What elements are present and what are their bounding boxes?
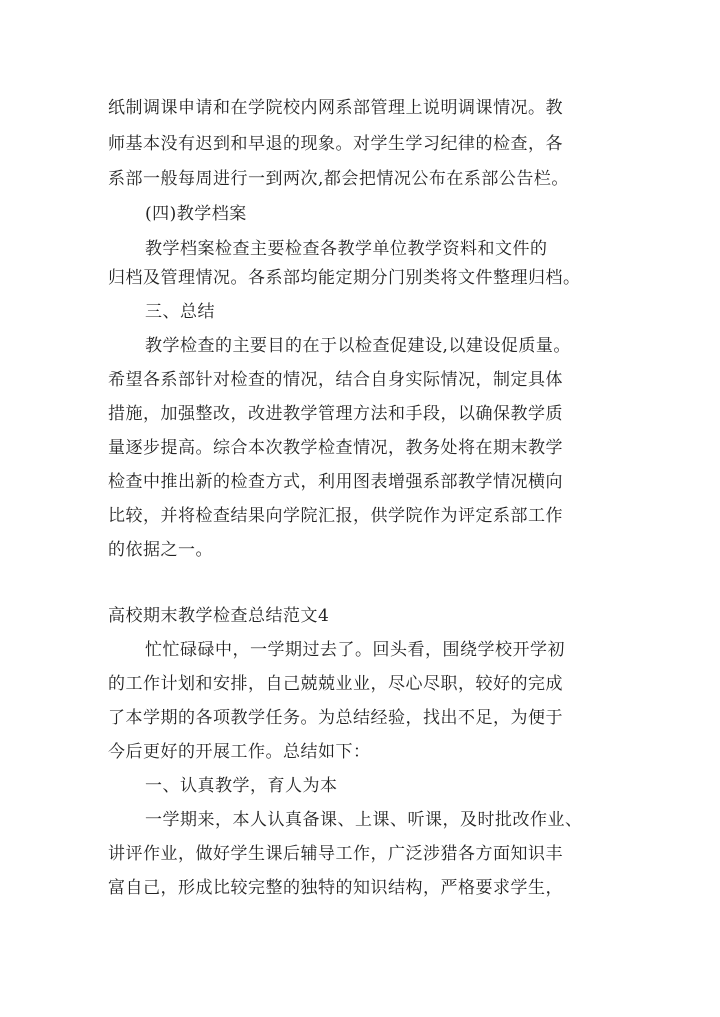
text-line-14: 的依据之一。 bbox=[108, 540, 213, 560]
text-line-5: 教学档案检查主要检查各教学单位教学资料和文件的 bbox=[145, 239, 548, 259]
section-heading-teaching: 一、认真教学，育人为本 bbox=[145, 776, 338, 796]
text-line-6: 归档及管理情况。各系部均能定期分门别类将文件整理归档。 bbox=[108, 268, 581, 288]
text-line-9: 希望各系部针对检查的情况，结合自身实际情况，制定具体 bbox=[108, 370, 563, 390]
text-line-22: 讲评作业，做好学生课后辅导工作，广泛涉猎各方面知识丰 bbox=[108, 844, 563, 864]
text-line-16: 忙忙碌碌中，一学期过去了。回头看，围绕学校开学初 bbox=[145, 640, 565, 660]
text-line-17: 的工作计划和安排，自己兢兢业业，尽心尽职，较好的完成 bbox=[108, 674, 563, 694]
text-line-18: 了本学期的各项教学任务。为总结经验，找出不足，为便于 bbox=[108, 708, 563, 728]
text-line-3: 系部一般每周进行一到两次,都会把情况公布在系部公告栏。 bbox=[108, 169, 569, 189]
text-line-11: 量逐步提高。综合本次教学检查情况，教务处将在期末教学 bbox=[108, 438, 563, 458]
text-line-1: 纸制调课申请和在学院校内网系部管理上说明调课情况。教 bbox=[108, 98, 563, 118]
section-heading-teaching-archives: (四)教学档案 bbox=[145, 204, 247, 224]
text-line-2: 师基本没有迟到和早退的现象。对学生学习纪律的检查，各 bbox=[108, 134, 563, 154]
section-heading-summary: 三、总结 bbox=[145, 302, 215, 322]
text-line-21: 一学期来，本人认真备课、上课、听课，及时批改作业、 bbox=[145, 810, 583, 830]
text-line-12: 检查中推出新的检查方式，利用图表增强系部教学情况横向 bbox=[108, 472, 563, 492]
text-line-8: 教学检查的主要目的在于以检查促建设,以建设促质量。 bbox=[145, 336, 571, 356]
text-line-13: 比较，并将检查结果向学院汇报，供学院作为评定系部工作 bbox=[108, 506, 563, 526]
text-line-23: 富自己，形成比较完整的独特的知识结构，严格要求学生， bbox=[108, 878, 563, 898]
text-line-10: 措施，加强整改，改进教学管理方法和手段，以确保教学质 bbox=[108, 404, 563, 424]
article-title: 高校期末教学检查总结范文4 bbox=[108, 606, 330, 626]
text-line-19: 今后更好的开展工作。总结如下： bbox=[108, 742, 371, 762]
